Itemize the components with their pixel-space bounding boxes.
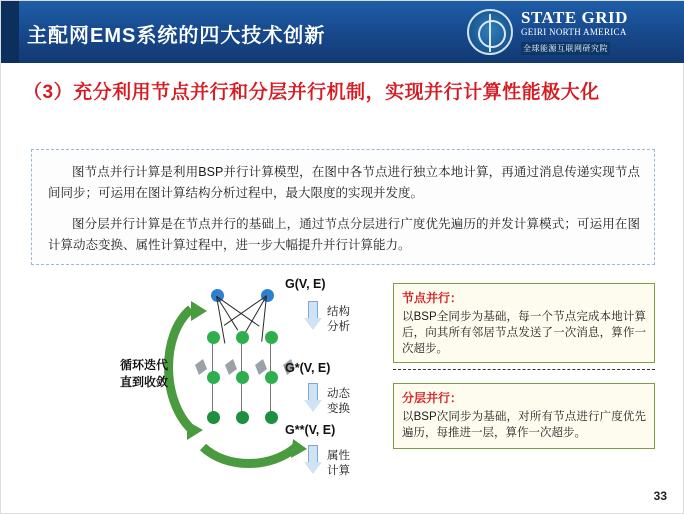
description-box — [31, 149, 655, 265]
description-paragraph-2: 图分层并行计算是在节点并行的基础上，通过节点分层进行广度优先遍历的并发计算模式；可运用在图计算动态变换、属性计算过程中，进一步大幅提升并行计算能力。 — [48, 217, 640, 252]
callout-divider — [393, 369, 655, 370]
step-arrow-2-icon — [304, 383, 322, 413]
graph-label-g3: G**(V, E) — [285, 423, 336, 437]
state-grid-emblem-icon — [467, 9, 513, 55]
callout-node-parallel — [393, 283, 655, 363]
brand-logo — [467, 7, 677, 57]
slide-header — [1, 1, 684, 63]
iteration-label: 循环迭代 直到收敛 — [119, 358, 168, 389]
brand-name-cn: 全球能源互联网研究院 — [523, 44, 608, 53]
page-number: 33 — [653, 489, 667, 503]
step-label-2: 动态 变换 — [327, 388, 350, 415]
step-arrow-3-icon — [304, 445, 322, 475]
callout-layer-parallel — [393, 383, 655, 449]
callout-text-2: 以BSP次同步为基础，对所有节点进行广度优先遍历，每推进一层，算作一次超步。 — [402, 411, 646, 439]
graph-diagram — [119, 277, 371, 489]
step-label-3: 属性 计算 — [327, 450, 350, 477]
step-arrow-1-icon — [304, 301, 322, 331]
brand-name-en: STATE GRID — [521, 8, 628, 27]
description-paragraph-1: 图节点并行计算是利用BSP并行计算模型，在图中各节点进行独立本地计算，再通过消息传递实现节点间同步；可运用在图计算结构分析过程中，最大限度的实现并发度。 — [48, 165, 640, 200]
page-title: 主配网EMS系统的四大技术创新 — [27, 25, 326, 47]
step-label-1: 结构 分析 — [327, 306, 350, 333]
callout-text-1: 以BSP全同步为基础，每一个节点完成本地计算后，向其所有邻居节点发送了一次消息，算作一次超步。 — [402, 311, 646, 355]
brand-sub-en: GEIRI NORTH AMERICA — [521, 27, 627, 37]
callout-title-1: 节点并行： — [402, 291, 463, 305]
header-accent-bar — [1, 1, 19, 63]
section-subtitle: （3）充分利用节点并行和分层并行机制，实现并行计算性能极大化 — [23, 82, 600, 103]
brand-logo-text — [521, 9, 673, 56]
graph-label-g2: G*(V, E) — [285, 361, 331, 375]
graph-label-g1: G(V, E) — [285, 277, 326, 291]
callout-title-2: 分层并行： — [402, 391, 463, 405]
